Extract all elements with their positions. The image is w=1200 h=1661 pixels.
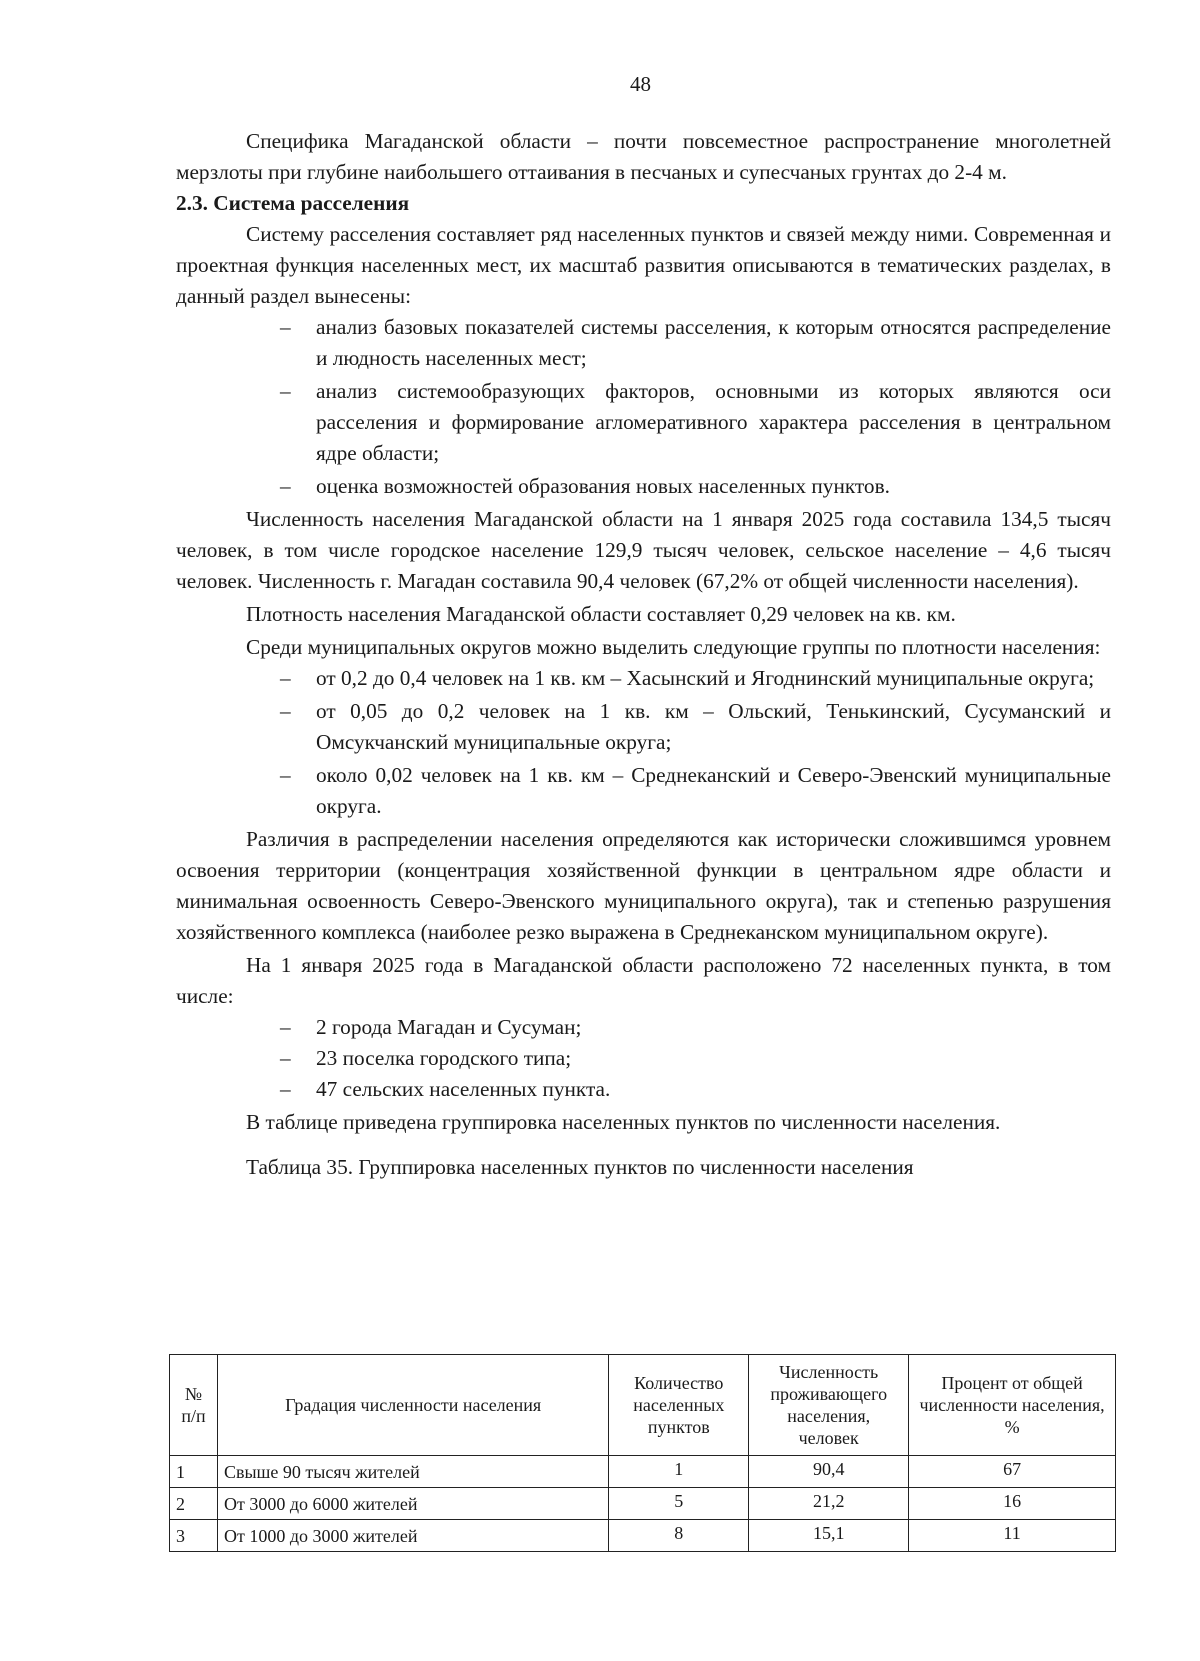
document-body xyxy=(176,126,1111,1183)
table-row xyxy=(170,1456,1116,1488)
list-item: – оценка возможностей образования новых населенных пунктов. xyxy=(316,471,1111,502)
table-header-row xyxy=(170,1355,1116,1456)
table-cell: 11 xyxy=(909,1520,1116,1552)
page-number: 48 xyxy=(630,72,651,96)
table-cell: От 1000 до 3000 жителей xyxy=(217,1520,608,1552)
settlement-types-list xyxy=(176,1012,1111,1105)
list-item: – около 0,02 человек на 1 кв. км – Среднеканский и Северо-Эвенский муниципальные округа. xyxy=(316,760,1111,822)
header-cell: № п/п xyxy=(170,1355,218,1456)
table-cell: 16 xyxy=(909,1488,1116,1520)
paragraph-permafrost: Специфика Магаданской области – почти повсеместное распространение многолетней мерзлоты при глубине наибольшего оттаивания в песчаных и супесчаных грунтах до 2-4 м. xyxy=(176,129,1111,184)
analysis-list xyxy=(176,312,1111,502)
list-item: – 23 поселка городского типа; xyxy=(316,1043,1111,1074)
paragraph-table-intro: В таблице приведена группировка населенных пунктов по численности населения. xyxy=(246,1110,1001,1134)
table-cell: 15,1 xyxy=(749,1520,909,1552)
header-cell: Процент от общей численности населения, % xyxy=(909,1355,1116,1456)
header-cell: Градация численности населения xyxy=(217,1355,608,1456)
list-item: – анализ базовых показателей системы расселения, к которым относятся распределение и людность населенных мест; xyxy=(316,312,1111,374)
section-heading: 2.3. Система расселения xyxy=(176,191,410,215)
header-cell: Численность проживающего населения, человек xyxy=(749,1355,909,1456)
table-cell: 3 xyxy=(170,1520,218,1552)
table-caption: Таблица 35. Группировка населенных пунктов по численности населения xyxy=(246,1155,914,1179)
paragraph-groups: Среди муниципальных округов можно выделить следующие группы по плотности населения: xyxy=(246,635,1101,659)
table-cell: 21,2 xyxy=(749,1488,909,1520)
table-cell: 1 xyxy=(609,1456,749,1488)
list-item: – от 0,05 до 0,2 человек на 1 кв. км – Ольский, Тенькинский, Сусуманский и Омсукчанский муниципальные округа; xyxy=(316,696,1111,758)
table-cell: 5 xyxy=(609,1488,749,1520)
list-item: – анализ системообразующих факторов, основными из которых являются оси расселения и формирование агломеративного характера расселения в центральном ядре области; xyxy=(316,376,1111,469)
table-cell: 8 xyxy=(609,1520,749,1552)
table-cell: 1 xyxy=(170,1456,218,1488)
list-item: – от 0,2 до 0,4 человек на 1 кв. км – Хасынский и Ягоднинский муниципальные округа; xyxy=(316,663,1111,694)
table-cell: От 3000 до 6000 жителей xyxy=(217,1488,608,1520)
table-cell: 90,4 xyxy=(749,1456,909,1488)
table-row xyxy=(170,1520,1116,1552)
density-groups-list xyxy=(176,663,1111,822)
header-cell: Количество населенных пунктов xyxy=(609,1355,749,1456)
paragraph-differences: Различия в распределении населения определяются как исторически сложившимся уровнем освоения территории (концентрация хозяйственной функции в центральном ядре области и минимальная освоенность Северо-Эвенского муниципального округа), так и степенью разрушения хозяйственного комплекса (наиболее резко выражена в Среднеканском муниципальном округе). xyxy=(176,827,1111,944)
list-item: – 2 города Магадан и Сусуман; xyxy=(316,1012,1111,1043)
table-cell: Свыше 90 тысяч жителей xyxy=(217,1456,608,1488)
table-cell: 67 xyxy=(909,1456,1116,1488)
paragraph-density: Плотность населения Магаданской области составляет 0,29 человек на кв. км. xyxy=(246,602,956,626)
paragraph-population: Численность населения Магаданской области на 1 января 2025 года составила 134,5 тысяч человек, в том числе городское население 129,9 тысяч человек, сельское население – 4,6 тысяч человек. Численность г. Магадан составила 90,4 человек (67,2% от общей численности населения). xyxy=(176,507,1111,593)
table-row xyxy=(170,1488,1116,1520)
paragraph-settlements-count: На 1 января 2025 года в Магаданской области расположено 72 населенных пункта, в том числе: xyxy=(176,953,1111,1008)
list-item: – 47 сельских населенных пункта. xyxy=(316,1074,1111,1105)
population-groups-table xyxy=(169,1354,1116,1552)
paragraph-settlement-system: Систему расселения составляет ряд населенных пунктов и связей между ними. Современная и проектная функция населенных мест, их масштаб развития описываются в тематических разделах, в данный раздел вынесены: xyxy=(176,222,1111,308)
table-cell: 2 xyxy=(170,1488,218,1520)
